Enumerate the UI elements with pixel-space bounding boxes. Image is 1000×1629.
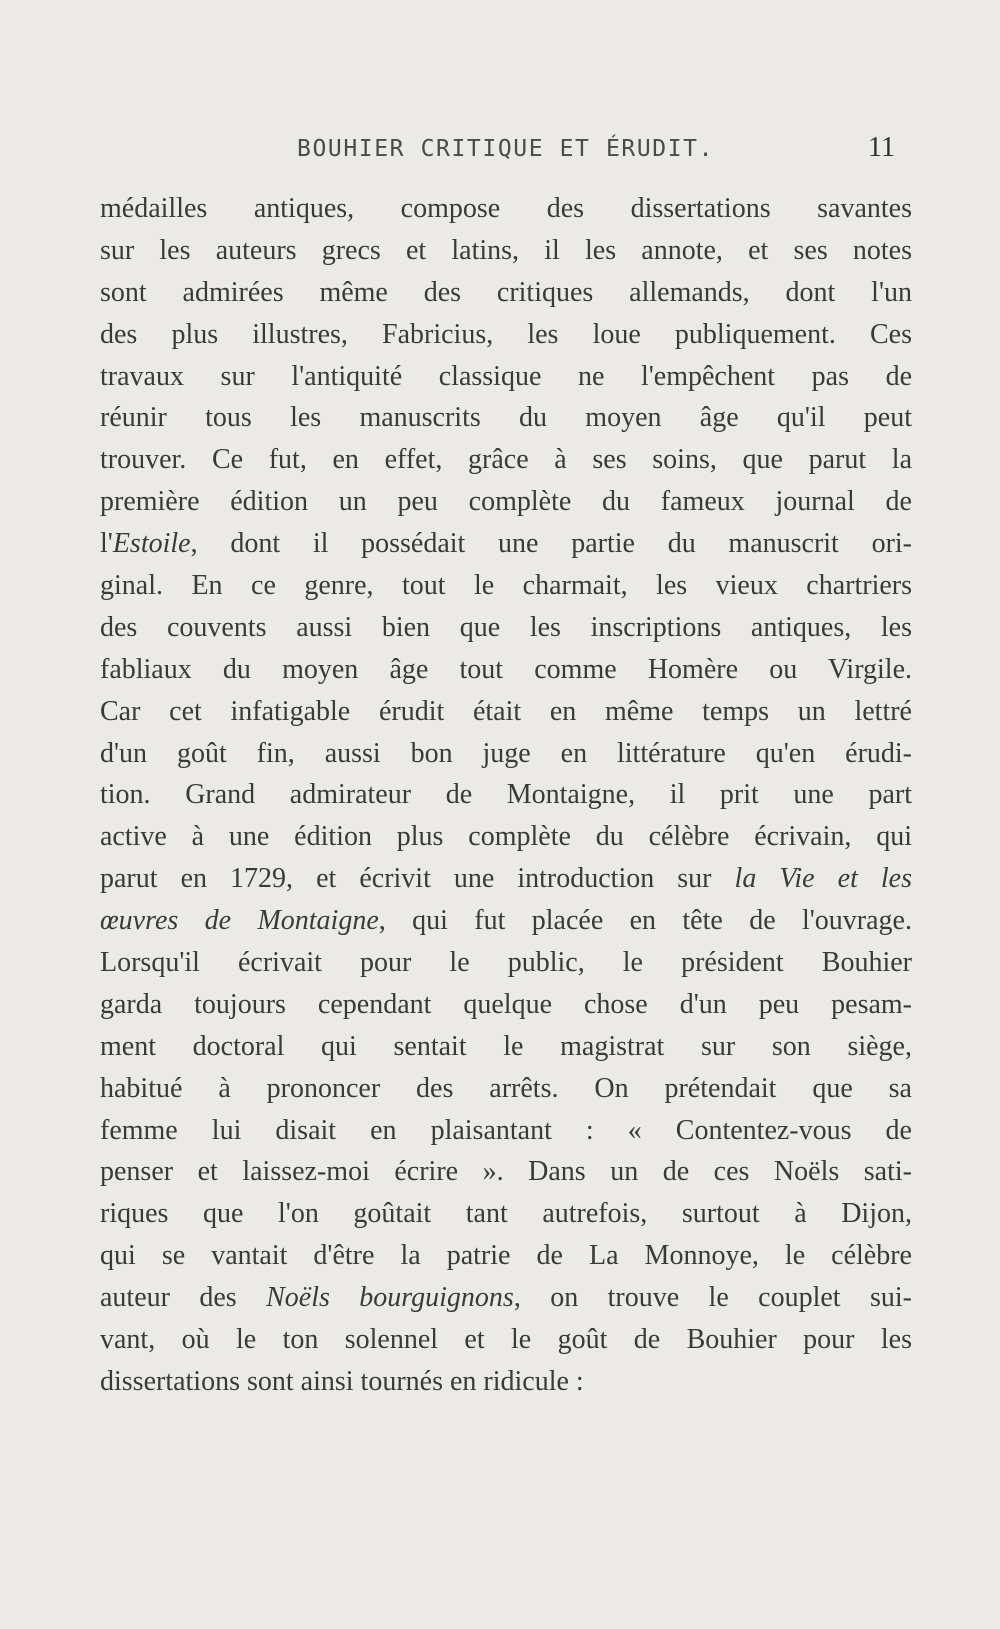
text-line: ment doctoral qui sentait le magistrat sur son siège, — [100, 1030, 912, 1062]
text-line: des plus illustres, Fabricius, les loue publiquement. Ces — [100, 318, 912, 350]
text-line: des couvents aussi bien que les inscriptions antiques, les — [100, 611, 912, 643]
running-head: BOUHIER CRITIQUE ET ÉRUDIT. — [297, 136, 715, 162]
text-line: active à une édition plus complète du célèbre écrivain, qui — [100, 821, 912, 853]
text-line: d'un goût fin, aussi bon juge en littérature qu'en érudi- — [100, 737, 912, 769]
text-line: sont admirées même des critiques allemands, dont l'un — [100, 276, 912, 308]
italic-title: la Vie et les — [734, 863, 912, 895]
text-segment: l' — [100, 528, 113, 560]
text-line: penser et laissez-moi écrire ». Dans un de ces Noëls sati- — [100, 1156, 912, 1188]
text-line: dissertations sont ainsi tournés en ridicule : — [100, 1365, 584, 1397]
text-line: tion. Grand admirateur de Montaigne, il prit une part — [100, 779, 912, 811]
text-line: travaux sur l'antiquité classique ne l'empêchent pas de — [100, 360, 912, 392]
text-line: première édition un peu complète du fameux journal de — [100, 486, 912, 518]
body-text — [100, 188, 912, 1403]
text-line: fabliaux du moyen âge tout comme Homère ou Virgile. — [100, 653, 912, 685]
text-line — [100, 858, 912, 900]
italic-title: Noëls bourguignons — [266, 1282, 514, 1314]
text-line: ginal. En ce genre, tout le charmait, les vieux chartriers — [100, 570, 912, 602]
text-line: médailles antiques, compose des dissertations savantes — [100, 193, 912, 224]
text-line: femme lui disait en plaisantant : « Contentez-vous de — [100, 1114, 912, 1146]
text-line: garda toujours cependant quelque chose d'un peu pesam- — [100, 988, 912, 1020]
text-line: Car cet infatigable érudit était en même temps un lettré — [100, 695, 912, 727]
text-line — [100, 523, 912, 565]
text-segment: parut en 1729, et écrivit une introduction sur — [100, 863, 735, 895]
text-line — [100, 900, 912, 942]
text-line: trouver. Ce fut, en effet, grâce à ses soins, que parut la — [100, 444, 912, 476]
text-segment: , dont il possédait une partie du manuscrit ori- — [190, 528, 912, 560]
page-number: 11 — [868, 132, 895, 163]
text-line: Lorsqu'il écrivait pour le public, le président Bouhier — [100, 947, 912, 979]
italic-title: Estoile — [112, 528, 191, 560]
text-line: sur les auteurs grecs et latins, il les annote, et ses notes — [100, 234, 912, 266]
text-line: réunir tous les manuscrits du moyen âge qu'il peut — [100, 402, 912, 434]
text-segment: , on trouve le couplet sui- — [513, 1282, 912, 1314]
text-line — [100, 1277, 912, 1319]
text-segment: auteur des — [100, 1282, 267, 1314]
text-line: riques que l'on goûtait tant autrefois, surtout à Dijon, — [100, 1198, 912, 1230]
page-header — [0, 128, 1000, 168]
text-segment: , qui fut placée en tête de l'ouvrage. — [378, 905, 912, 937]
text-line: qui se vantait d'être la patrie de La Monnoye, le célèbre — [100, 1240, 912, 1272]
text-line: habitué à prononcer des arrêts. On prétendait que sa — [100, 1072, 912, 1104]
text-line: vant, où le ton solennel et le goût de Bouhier pour les — [100, 1324, 912, 1356]
italic-title: œuvres de Montaigne — [100, 905, 379, 937]
